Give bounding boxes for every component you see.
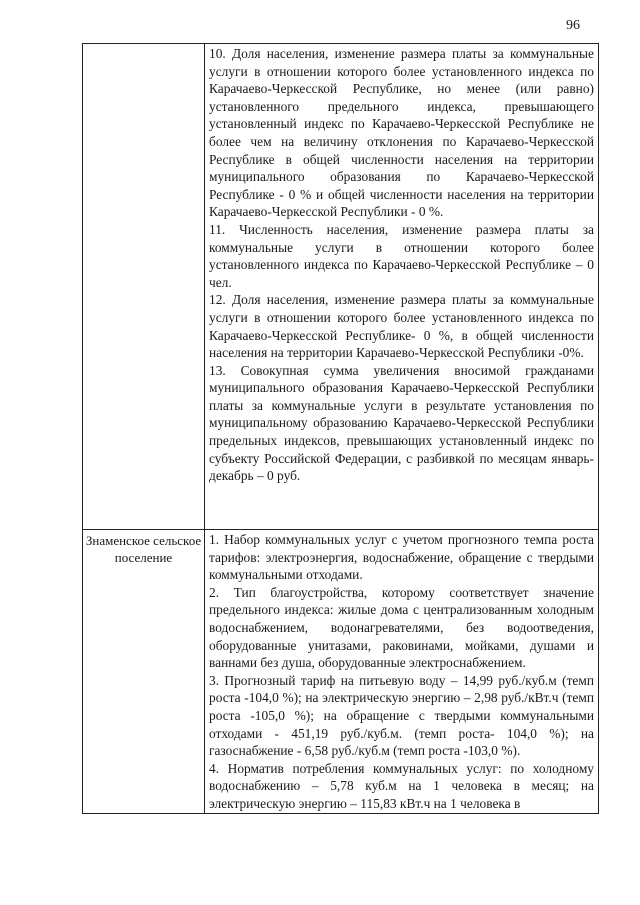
content-cell: [205, 44, 599, 530]
paragraph-1: 1. Набор коммунальных услуг с учетом прогнозного темпа роста тарифов: электроэнергия, водоснабжение, обращение с твердыми коммунальными отходами.: [209, 532, 594, 583]
paragraph-12: 12. Доля населения, изменение размера платы за коммунальные услуги в отношении которого более установленного индекса по Карачаево-Черкесской Республике- 0 %, в общей численности населения на территории Карачаево-Черкесской Республики -0%.: [209, 292, 594, 361]
paragraph-11: 11. Численность населения, изменение размера платы за коммунальные услуги в отношении которого более установленного индекса по Карачаево-Черкесской Республике – 0 чел.: [209, 221, 594, 290]
settlement-cell: [83, 530, 205, 814]
paragraph-2: 2. Тип благоустройства, которому соответствует значение предельного индекса: жилые дома с централизованным холодным водоснабжением, водонагревателями, без водоотведения, оборудованные унитазами, раковинами, мойками, душами и ваннами без душа, оборудованные электроснабжением.: [209, 584, 594, 671]
settlement-name: Знаменское сельское поселение: [85, 533, 202, 565]
page-number: 96: [566, 18, 580, 33]
document-table: [82, 43, 599, 814]
paragraph-13: 13. Совокупная сумма увеличения вносимой гражданами муниципального образования Карачаево-Черкесской Республики платы за коммунальные услуги в результате установления по муниципальному образованию Карачаево-Черкесской Республики предельных индексов, превышающих установленный индекс по субъекту Российской Федерации, с разбивкой по месяцам январь-декабрь – 0 руб.: [209, 362, 594, 484]
table-row: [83, 530, 599, 814]
settlement-cell-empty: [83, 44, 205, 530]
paragraph-3: 3. Прогнозный тариф на питьевую воду – 14,99 руб./куб.м (темп роста -104,0 %); на электрическую энергию – 2,98 руб./кВт.ч (темп роста -105,0 %); на обращение с твердыми коммунальными отходами - 451,19 руб./куб.м. (темп роста- 104,0 %); на газоснабжение - 6,58 руб./куб.м (темп роста -103,0 %).: [209, 672, 594, 759]
content-cell: [205, 530, 599, 814]
paragraph-10: 10. Доля населения, изменение размера платы за коммунальные услуги в отношении которого более установленного индекса по Карачаево-Черкесской Республике, но менее (или равно) установленного предельного индекса, превышающего установленный индекс по Карачаево-Черкесской Республике не более чем на величину отклонения по Карачаево-Черкесской Республике в общей численности населения на территории муниципального образования по Карачаево-Черкесской Республике - 0 % и общей численности населения на территории Карачаево-Черкесской Республики - 0 %.: [209, 46, 594, 220]
table-row: [83, 44, 599, 530]
settlement-name: [83, 44, 204, 46]
paragraph-4: 4. Норматив потребления коммунальных услуг: по холодному водоснабжению – 5,78 куб.м на 1 человека в месяц; на электрическую энергию – 115,83 кВт.ч на 1 человека в: [209, 760, 594, 811]
